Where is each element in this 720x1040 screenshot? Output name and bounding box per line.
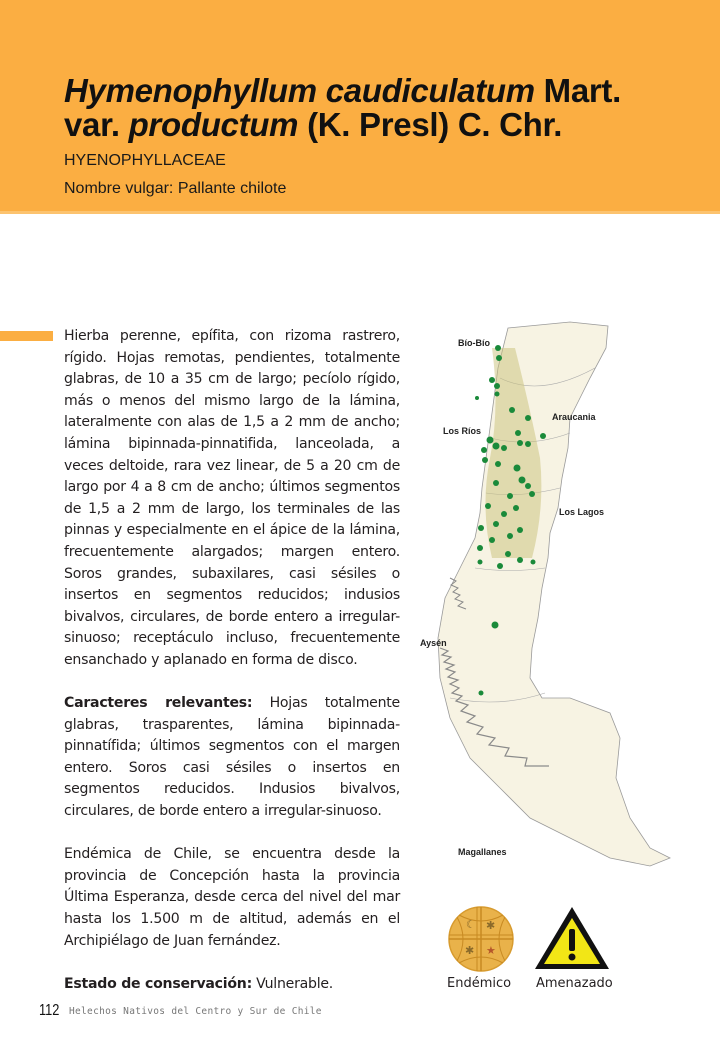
svg-text:☾: ☾ bbox=[466, 918, 476, 931]
map-label-biobio: Bío-Bío bbox=[458, 338, 490, 348]
threatened-badge bbox=[533, 904, 613, 991]
header-banner bbox=[0, 0, 720, 214]
svg-text:✱: ✱ bbox=[465, 944, 475, 957]
title-author: Mart. bbox=[534, 72, 621, 109]
common-name: Nombre vulgar: Pallante chilote bbox=[64, 180, 287, 197]
description-paragraph: Hierba perenne, epífita, con rizoma rastrero, rígido. Hojas remotas, pendientes, totalmente glabras, de 10 a 35 cm de largo; pecíolo rígido, más o menos del mismo largo de la lámina, lateralmente con alas de 1,5 a 2 mm de ancho; lámina bipinnada-pinnatifida, lanceolada, a veces deltoide, rara vez linear, de 5 a 20 cm de largo por 4 a 8 cm de ancho; últimos segmentos de 1,5 a 2 mm de largo, los terminales de las pinnas y especialmente en el ápice de la lámina, frecuentemente alargados; margen entero. Soros grandes, subaxilares, casi sésiles o insertos en segmentos reducidos; indusios bivalvos, circulares, de borde entero a irregular-sinuoso; receptáculo incluso, frecuentemente ensanchado y aplanado en forma de disco. bbox=[64, 328, 400, 668]
map-label-aysen: Aysén bbox=[420, 638, 447, 648]
conservation-label: Estado de conservación: bbox=[64, 975, 252, 992]
book-title: Helechos Nativos del Centro y Sur de Chile bbox=[69, 1006, 322, 1017]
relevant-characters-paragraph bbox=[64, 693, 400, 823]
conservation-paragraph bbox=[64, 974, 400, 996]
title-variety: productum bbox=[128, 106, 299, 143]
conservation-value: Vulnerable. bbox=[251, 975, 334, 992]
endemic-badge bbox=[447, 905, 515, 991]
page-number: 112 bbox=[39, 1002, 60, 1019]
map-label-los-lagos: Los Lagos bbox=[559, 507, 605, 517]
distribution-paragraph: Endémica de Chile, se encuentra desde la provincia de Concepción hasta la provincia Última Esperanza, desde cerca del nivel del mar hasta los 1.500 m de altitud, además en el Archipiélago de Juan fernández. bbox=[64, 846, 400, 949]
threatened-label: Amenazado bbox=[536, 976, 613, 991]
relevant-label: Caracteres relevantes: bbox=[64, 695, 253, 712]
description-column bbox=[64, 326, 400, 1017]
distribution-map bbox=[420, 318, 720, 878]
chile-map-icon bbox=[420, 318, 720, 878]
svg-text:★: ★ bbox=[486, 944, 496, 957]
map-label-araucania: Araucania bbox=[552, 412, 596, 422]
map-label-magallanes: Magallanes bbox=[458, 847, 507, 857]
species-title bbox=[64, 74, 621, 142]
title-genus-species: Hymenophyllum caudiculatum bbox=[64, 72, 535, 109]
map-label-los-rios: Los Ríos bbox=[443, 426, 482, 436]
endemic-label: Endémico bbox=[447, 976, 512, 991]
section-accent-bar bbox=[0, 331, 53, 341]
relevant-text: Hojas totalmente glabras, trasparentes, lámina bipinnada-pinnatífida; últimos segmentos con el margen entero. Soros casi sésiles o insertos en segmentos reducidos. Indusios bivalvos, circulares, de borde entero a irregular-sinuoso. bbox=[64, 695, 400, 820]
title-var-prefix: var. bbox=[64, 106, 129, 143]
svg-text:✱: ✱ bbox=[486, 919, 496, 932]
warning-triangle-icon bbox=[533, 904, 611, 972]
title-variety-author: (K. Presl) C. Chr. bbox=[298, 106, 563, 143]
family-name: HYENOPHYLLACEAE bbox=[64, 152, 226, 169]
endemic-seal-icon bbox=[447, 905, 515, 973]
